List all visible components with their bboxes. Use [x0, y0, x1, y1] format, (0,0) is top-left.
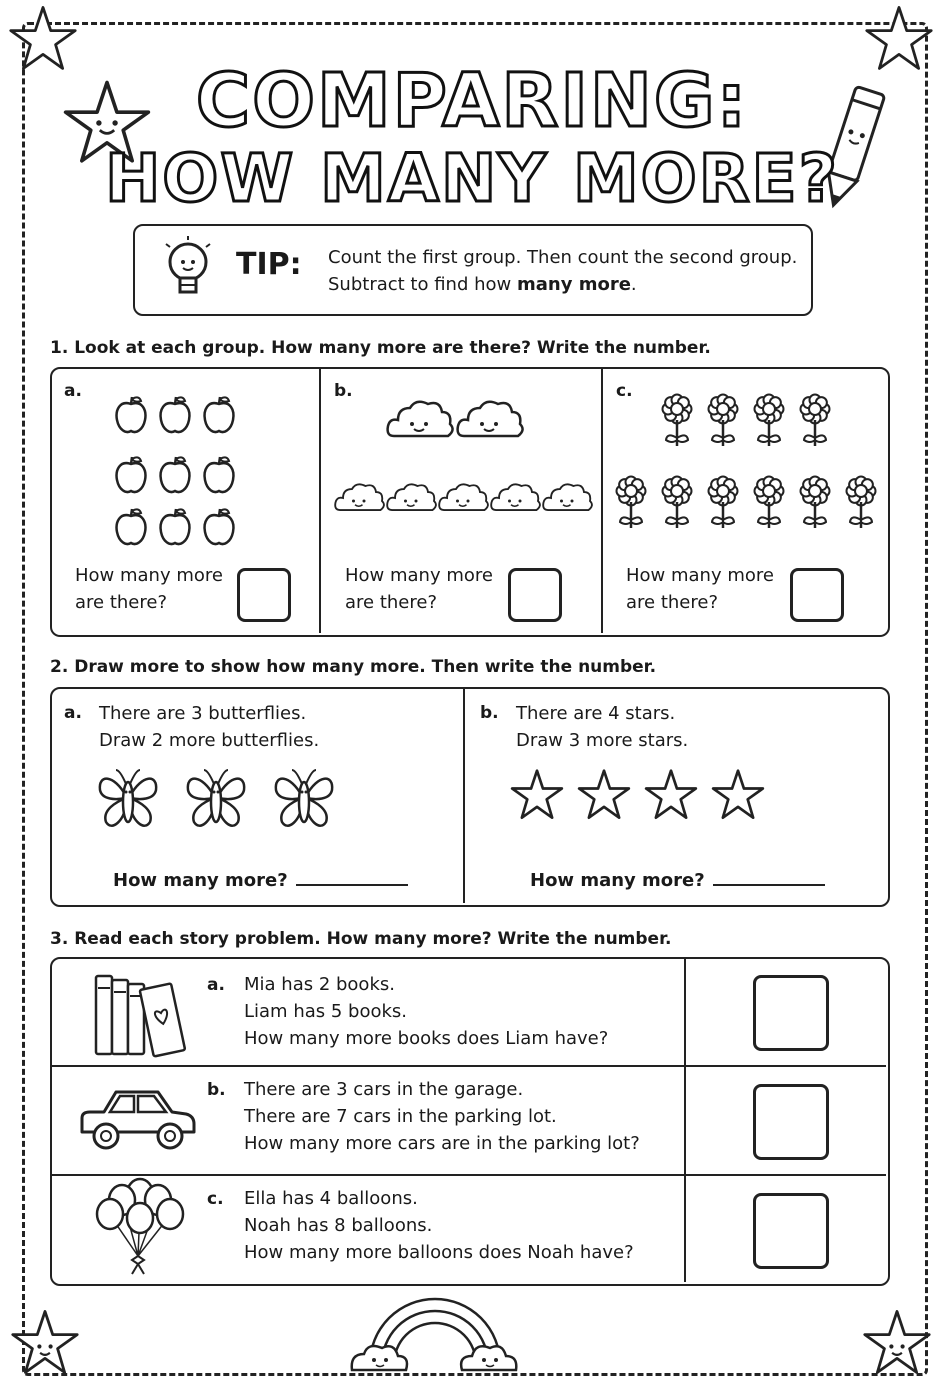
question-text: How many more? [530, 867, 825, 894]
butterfly-icon [276, 770, 332, 826]
page-title-line1: COMPARING: [195, 58, 749, 144]
cloud-icon [491, 484, 540, 510]
part-label: a. [207, 975, 225, 995]
answer-line[interactable] [296, 868, 408, 886]
flower-icon [663, 395, 692, 447]
rainbow-icon [350, 1284, 520, 1374]
flower-icon [709, 395, 738, 447]
butterfly-icon [100, 770, 156, 826]
answer-box[interactable] [508, 568, 562, 622]
star-icon [862, 1308, 932, 1378]
star-icon [646, 771, 696, 818]
answer-box[interactable] [790, 568, 844, 622]
problem-text: There are 4 stars. Draw 3 more stars. [516, 703, 689, 751]
divider [463, 689, 465, 903]
divider [52, 1065, 886, 1067]
divider [601, 369, 603, 633]
flower-icon [801, 477, 830, 529]
tip-label: TIP: [236, 247, 302, 282]
problem-text: There are 3 butterflies. Draw 2 more butterflies. [99, 703, 320, 751]
flower-icon [755, 477, 784, 529]
question-text: How many more are there? [626, 565, 774, 613]
problem-text: Ella has 4 balloons. Noah has 8 balloons. How many more balloons does Noah have? [244, 1188, 634, 1263]
part-label: c. [616, 381, 633, 401]
divider [319, 369, 321, 633]
part-label: b. [480, 703, 499, 723]
apple-group [110, 392, 250, 542]
part-label: b. [334, 381, 353, 401]
question-text: How many more? [113, 867, 408, 894]
balloons-icon [92, 1178, 188, 1278]
problem-text: There are 3 cars in the garage. There are 7 cars in the parking lot. How many more cars are in the parking lot? [244, 1079, 640, 1154]
tip-line2: Subtract to find how many more. [328, 274, 637, 295]
tip-box [133, 224, 813, 316]
flower-icon [663, 477, 692, 529]
butterfly-group [96, 766, 346, 836]
part-label: c. [207, 1189, 224, 1209]
part-label: b. [207, 1080, 226, 1100]
apple-icon [205, 457, 234, 492]
star-icon [713, 771, 763, 818]
answer-box[interactable] [753, 1084, 829, 1160]
part-label: a. [64, 703, 82, 723]
answer-line[interactable] [713, 868, 825, 886]
apple-icon [117, 509, 146, 544]
cloud-icon [439, 484, 488, 510]
cloud-icon [458, 402, 523, 436]
apple-icon [205, 509, 234, 544]
flower-icon [709, 477, 738, 529]
apple-icon [161, 397, 190, 432]
tip-line1: Count the first group. Then count the second group. [328, 247, 798, 268]
apple-icon [117, 457, 146, 492]
car-icon [74, 1082, 200, 1156]
section2-heading: 2. Draw more to show how many more. Then write the number. [50, 657, 657, 677]
star-icon [10, 1308, 80, 1378]
answer-box[interactable] [753, 975, 829, 1051]
answer-box[interactable] [753, 1193, 829, 1269]
apple-icon [117, 397, 146, 432]
part-label: a. [64, 381, 82, 401]
apple-icon [161, 509, 190, 544]
section3-heading: 3. Read each story problem. How many more? Write the number. [50, 929, 672, 949]
star-group [510, 766, 772, 826]
lightbulb-icon [160, 234, 216, 308]
problem-text: Mia has 2 books. Liam has 5 books. How many more books does Liam have? [244, 974, 609, 1049]
section1-heading: 1. Look at each group. How many more are there? Write the number. [50, 338, 711, 358]
cloud-group [330, 392, 600, 522]
question-text: How many more are there? [345, 565, 493, 613]
flower-icon [847, 477, 876, 529]
cloud-icon [387, 484, 436, 510]
cloud-icon [543, 484, 592, 510]
butterfly-icon [188, 770, 244, 826]
question-text: How many more are there? [75, 565, 223, 613]
flower-icon [801, 395, 830, 447]
star-icon [512, 771, 562, 818]
page-title-line2: HOW MANY MORE? [105, 140, 839, 217]
flower-icon [617, 477, 646, 529]
star-icon [579, 771, 629, 818]
divider [684, 959, 686, 1282]
flower-icon [755, 395, 784, 447]
apple-icon [205, 397, 234, 432]
flower-group [610, 392, 885, 532]
cloud-icon [388, 402, 453, 436]
cloud-icon [335, 484, 384, 510]
divider [52, 1174, 886, 1176]
books-icon [92, 968, 192, 1060]
apple-icon [161, 457, 190, 492]
answer-box[interactable] [237, 568, 291, 622]
